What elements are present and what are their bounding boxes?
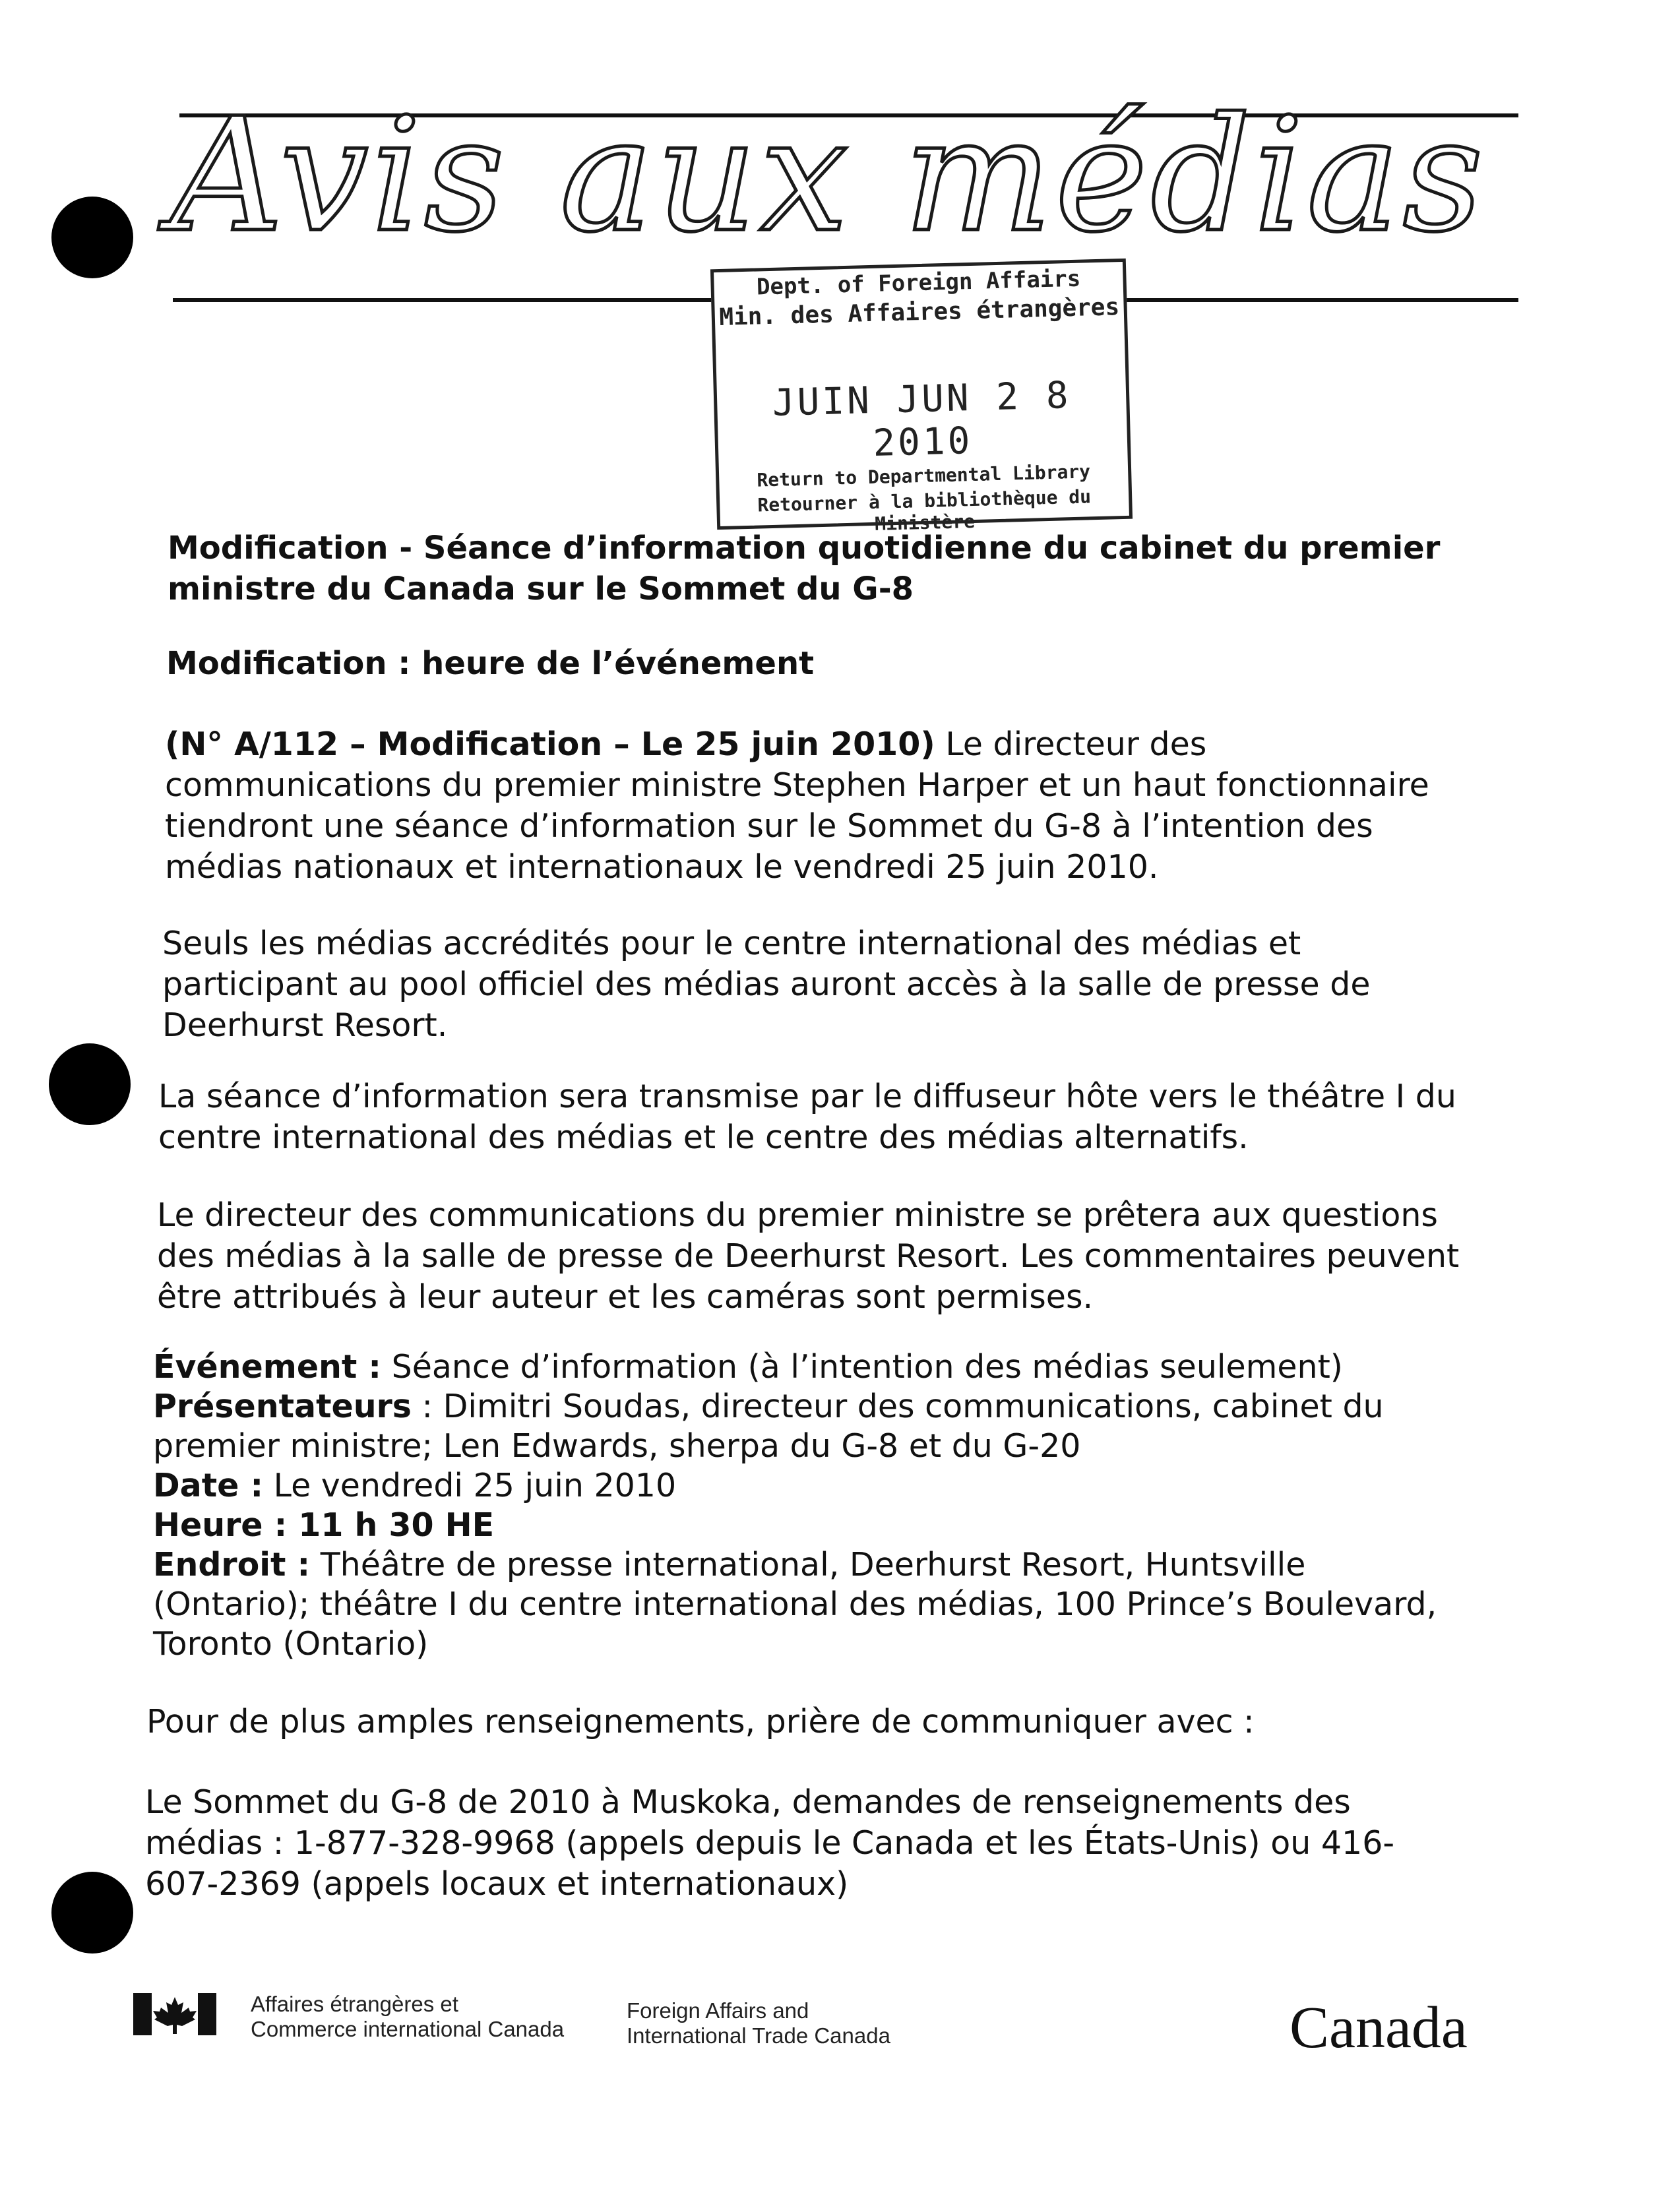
event-value: Séance d’information (à l’intention des médias seulement) bbox=[381, 1348, 1343, 1386]
contact-line-1: Le Sommet du G-8 de 2010 à Muskoka, demandes de renseignements des bbox=[145, 1783, 1351, 1821]
place-value: Théâtre de presse international, Deerhurst Resort, Huntsville bbox=[310, 1546, 1306, 1584]
place-row-3: Toronto (Ontario) bbox=[153, 1625, 429, 1663]
date-row bbox=[153, 1466, 1437, 1506]
stamp-dept-line: Dept. of Foreign Affairs bbox=[756, 265, 1081, 301]
event-details bbox=[153, 1347, 1437, 1664]
broadcast-line-2: centre international des médias et le centre des médias alternatifs. bbox=[158, 1119, 1249, 1156]
lead-line-3: tiendront une séance d’information sur le Sommet du G-8 à l’intention des bbox=[165, 807, 1373, 845]
lead-line-1 bbox=[165, 724, 1429, 765]
library-date-stamp bbox=[710, 259, 1133, 535]
footer-fr-line-2: Commerce international Canada bbox=[251, 2017, 565, 2041]
subheading: Modification : heure de l’événement bbox=[166, 645, 815, 682]
presenters-label: Présentateurs bbox=[153, 1388, 412, 1425]
broadcast-paragraph bbox=[158, 1076, 1456, 1158]
headline-line-2: ministre du Canada sur le Sommet du G-8 bbox=[168, 570, 914, 607]
contact-paragraph bbox=[145, 1782, 1394, 1905]
stamp-min-line: Min. des Affaires étrangères bbox=[718, 293, 1120, 331]
lead-line-4: médias nationaux et internationaux le vendredi 25 juin 2010. bbox=[165, 848, 1159, 886]
date-value: Le vendredi 25 juin 2010 bbox=[263, 1467, 677, 1504]
contact-line-3: 607-2369 (appels locaux et internationaux) bbox=[145, 1865, 849, 1903]
footer-french-department bbox=[251, 1992, 564, 2042]
stamp-retourner-line: Retourner à la bibliothèque du Ministère bbox=[757, 485, 1092, 535]
questions-line-3: être attribués à leur auteur et les caméras sont permises. bbox=[157, 1278, 1094, 1316]
lead-line-2: communications du premier ministre Stephen Harper et un haut fonctionnaire bbox=[165, 766, 1429, 804]
canada-wordmark: Canada bbox=[1290, 1995, 1468, 2060]
event-label: Événement : bbox=[153, 1348, 382, 1386]
questions-line-2: des médias à la salle de presse de Deerhurst Resort. Les commentaires peuvent bbox=[157, 1237, 1460, 1275]
presenters-row bbox=[153, 1387, 1437, 1427]
headline-line-1: Modification - Séance d’information quotidienne du cabinet du premier bbox=[168, 530, 1441, 567]
headline bbox=[168, 528, 1440, 609]
release-reference: (N° A/112 – Modification – Le 25 juin 2010) bbox=[165, 725, 935, 763]
footer-fr-line-1: Affaires étrangères et bbox=[251, 1992, 458, 2016]
place-row-2: (Ontario); théâtre I du centre international des médias, 100 Prince’s Boulevard, bbox=[153, 1585, 1437, 1623]
contact-line-2: médias : 1-877-328-9968 (appels depuis le Canada et les États-Unis) ou 416- bbox=[145, 1824, 1395, 1862]
broadcast-line-1: La séance d’information sera transmise par le diffuseur hôte vers le théâtre I du bbox=[158, 1078, 1456, 1115]
canada-flag-icon bbox=[133, 1993, 216, 2035]
stamp-return-line: Return to Departmental Library bbox=[757, 460, 1091, 491]
punch-hole-middle bbox=[49, 1043, 131, 1125]
accreditation-line-1: Seuls les médias accrédités pour le centre international des médias et bbox=[162, 925, 1301, 962]
masthead-title: Avis aux médias bbox=[170, 84, 1486, 267]
accreditation-line-2: participant au pool officiel des médias auront accès à la salle de presse de bbox=[162, 966, 1371, 1003]
questions-line-1: Le directeur des communications du premier ministre se prêtera aux questions bbox=[157, 1196, 1438, 1234]
stamp-date: JUIN JUN 2 8 2010 bbox=[772, 374, 1072, 465]
accreditation-line-3: Deerhurst Resort. bbox=[162, 1006, 448, 1044]
lead-line-1-text: Le directeur des bbox=[935, 725, 1207, 763]
presenters-row-2: premier ministre; Len Edwards, sherpa du G-8 et du G-20 bbox=[153, 1427, 1081, 1465]
place-label: Endroit : bbox=[153, 1546, 311, 1584]
time-row: Heure : 11 h 30 HE bbox=[153, 1506, 495, 1544]
footer-en-line-1: Foreign Affairs and bbox=[627, 1998, 809, 2023]
contact-intro: Pour de plus amples renseignements, prière de communiquer avec : bbox=[146, 1703, 1255, 1740]
event-row bbox=[153, 1347, 1437, 1387]
accreditation-paragraph bbox=[162, 923, 1371, 1046]
date-label: Date : bbox=[153, 1467, 264, 1504]
questions-paragraph bbox=[157, 1195, 1459, 1318]
presenters-value: : Dimitri Soudas, directeur des communications, cabinet du bbox=[411, 1388, 1384, 1425]
footer-english-department bbox=[627, 1998, 890, 2048]
place-row bbox=[153, 1545, 1437, 1585]
footer-en-line-2: International Trade Canada bbox=[627, 2023, 890, 2048]
punch-hole-bottom bbox=[51, 1872, 133, 1954]
punch-hole-top bbox=[51, 197, 133, 278]
lead-paragraph bbox=[165, 724, 1429, 888]
